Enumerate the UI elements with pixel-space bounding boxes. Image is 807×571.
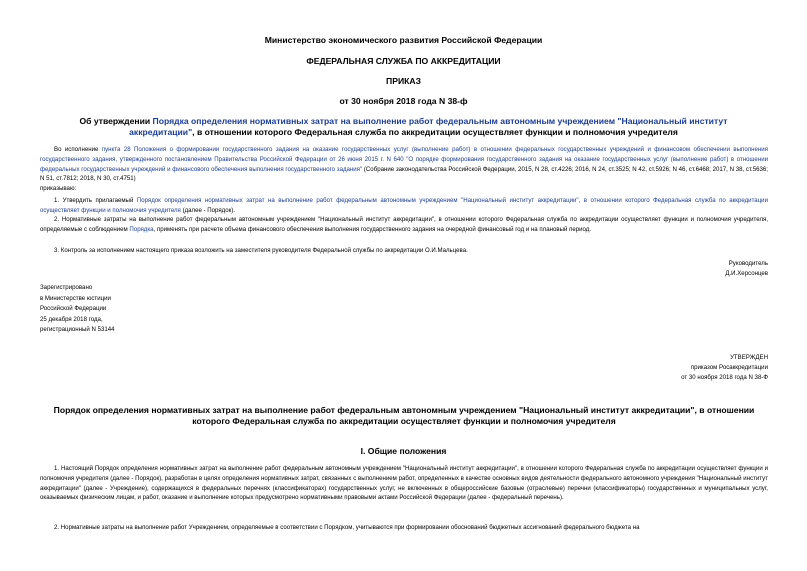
registration-block: [40, 283, 115, 336]
section-paragraph-2: 2. Нормативные затраты на выполнение работ Учреждением, определяемые в соответствии с Порядком, учитываются при формировании обоснований бюджетных ассигнований федерального бюджета на: [54, 524, 640, 531]
date-number-heading: от 30 ноября 2018 года N 38-ф: [339, 96, 468, 106]
approval-block: [681, 353, 768, 383]
section-paragraph-1: 1. Настоящий Порядок определения нормативных затрат на выполнение работ федеральным автономным учреждением "Национальный институт аккредитации", в отношении которого Федеральная служба по аккредитации осуществляет функции и полномочия учредителя (далее - Порядок), разработан в целях определения нормативных затрат, связанных с выполнением работ, определенных в качестве основных видов деятельности федерального автономного учреждения "Национальный институт аккредитации" (далее - Учреждение), содержащихся в федеральных перечнях (классификаторах) государственных услуг, не включенных в общероссийские базовые (отраслевые) перечни (классификаторы) государственных и муниципальных услуг, оказываемых физическим лицам, и работ, оказание и выполнение которых предусмотрено нормативными правовыми актами Российской Федерации (далее - федеральный перечень).: [40, 465, 768, 502]
order-title-link[interactable]: Порядка определения нормативных затрат на выполнение работ федеральным автономным учреждением "Национальный институт аккредитации": [129, 116, 728, 137]
item-1-tail: (далее - Порядок).: [180, 206, 236, 214]
registration-line: в Министерстве юстиции: [40, 294, 111, 302]
preamble-order: приказываю:: [40, 185, 77, 193]
preamble-source: (Собрание законодательства Российской Федерации, 2015, N 28, ст.4226; 2016, N 24, ст.3525; N 42, ст.5926; N 46, ст.6468; 2017, N 38, ст.5636; N 51, ст.7812; 2018, N 30, ст.4751): [40, 165, 768, 183]
signature-block: [725, 259, 768, 279]
approval-line: приказом Росаккредитации: [690, 364, 768, 371]
service-heading: ФЕДЕРАЛЬНАЯ СЛУЖБА ПО АККРЕДИТАЦИИ: [306, 56, 501, 66]
registration-line: Российской Федерации: [40, 305, 107, 312]
item-2-paragraph: [40, 215, 768, 235]
item-2-tail: , применять при расчете объема финансового обеспечения выполнения государственного задания на очередной финансовый год и на плановый период.: [153, 225, 592, 233]
preamble-link[interactable]: пункта 28 Положения о формировании государственного задания на оказание государственных услуг (выполнение работ) в отношении федеральных государственных учреждений и финансовом обеспечении выполнения государственного задания, утвержденного постановлением Правительства Российской Федерации от 26 июня 2015 г. N 640 "О порядке формирования государственного задания на оказание государственных услуг (выполнение работ) в отношении федеральных государственных учреждений и финансового обеспечения выполнения государственного задания": [40, 146, 768, 173]
registration-line: регистрационный N 53144: [40, 326, 115, 333]
signature-name: Д.И.Херсонцев: [725, 270, 768, 277]
preamble-text: Во исполнение: [54, 146, 102, 153]
order-title: [70, 116, 737, 138]
order-title-suffix: , в отношении которого Федеральная служба по аккредитации осуществляет функции и полномочия учредителя: [192, 127, 678, 137]
preamble-paragraph: [40, 145, 768, 194]
item-1-paragraph: [40, 196, 768, 216]
registration-line: 25 декабря 2018 года,: [40, 315, 103, 323]
order-title-prefix: Об утверждении: [79, 116, 153, 126]
item-1-link[interactable]: Порядок определения нормативных затрат на выполнение работ федеральным автономным учреждением "Национальный институт аккредитации", в отношении которого Федеральная служба по аккредитации осуществляет функции и полномочия учредителя: [40, 197, 768, 214]
registration-line: Зарегистрировано: [40, 284, 93, 291]
section-heading: I. Общие положения: [360, 446, 447, 456]
item-3-paragraph: 3. Контроль за исполнением настоящего приказа возложить на заместителя руководителя Федеральной службы по аккредитации О.И.Мальцева.: [54, 247, 468, 254]
item-2-link[interactable]: Порядка: [129, 225, 154, 233]
item-1-text: 1. Утвердить прилагаемый: [54, 197, 137, 204]
approval-line: УТВЕРЖДЕН: [730, 354, 768, 361]
ministry-heading: Министерство экономического развития Российской Федерации: [264, 35, 543, 45]
signature-role: Руководитель: [728, 260, 768, 267]
approval-line: от 30 ноября 2018 года N 38-Ф: [681, 374, 768, 381]
procedure-title: Порядок определения нормативных затрат на выполнение работ федеральным автономным учреждением "Национальный институт аккредитации", в отношении которого Федеральная служба по аккредитации осуществляет функции и полномочия учредителя: [53, 405, 755, 426]
item-2-text: 2. Нормативные затраты на выполнение работ федеральным автономным учреждением "Национальный институт аккредитации", в отношении которого Федеральная служба по аккредитации осуществляет функции и полномочия учредителя, определяемые с соблюдением: [40, 216, 768, 233]
doc-type-heading: ПРИКАЗ: [386, 76, 421, 86]
